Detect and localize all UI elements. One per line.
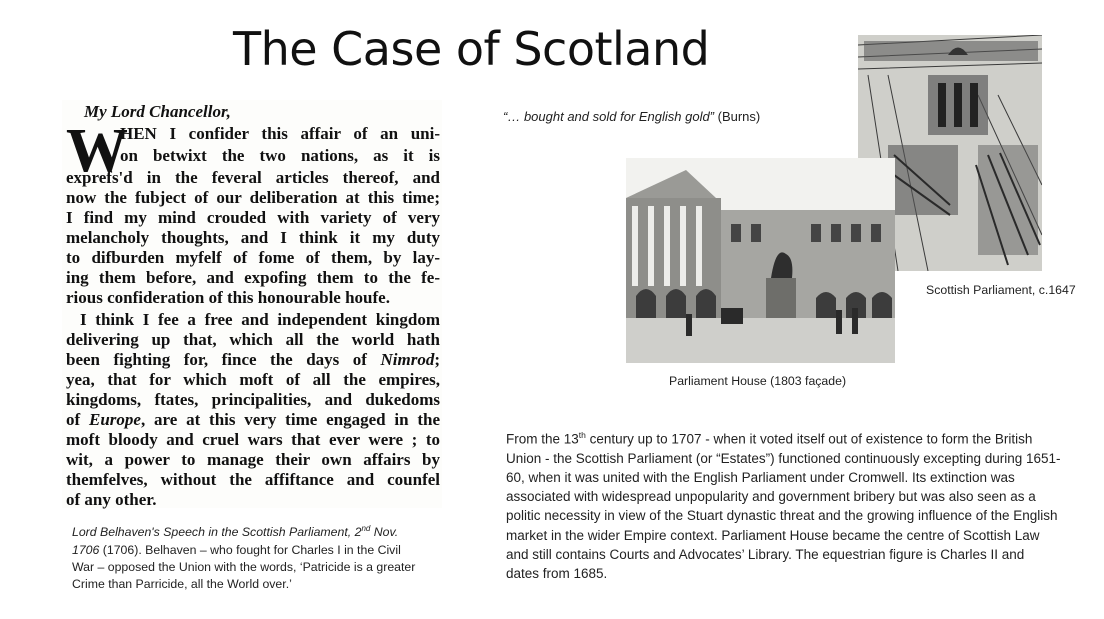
- speech-line: [66, 410, 440, 430]
- speech-caption-text: (1706). Belhaven – who fought for Charles I in the Civil War – opposed the Union with the words, ‘Patricide is a greater Crime than Parricide, all the World over.’: [72, 542, 416, 592]
- history-paragraph: From the 13th century up to 1707 - when it voted itself out of existence to form the British Union - the Scottish Parliament (or “Estates”) functioned continuously excepting during 1651-60, when it was united with the English Parliament under Cromwell. Its extinction was associated with widespread unpopularity and government bribery but was also seen as a politic necessity in view of the Stuart dynastic threat and the growing influence of the English market in the wider Empire context. Parliament House became the centre of Scottish Law and still contains Courts and Advocates’ Library. The equestrian figure is Charles II and dates from 1685.: [506, 430, 1061, 581]
- speech-line: wit, a power to manage their own affairs by: [66, 450, 440, 469]
- parliament-house-caption: Parliament House (1803 façade): [669, 374, 847, 388]
- speech-line: of any other.: [66, 490, 157, 509]
- speech-line: I think I fee a free and independent kingdom: [80, 310, 440, 329]
- speech-italic-word: Europe: [88, 410, 141, 429]
- speech-line: kingdoms, ftates, principalities, and dukedoms: [66, 390, 440, 409]
- speech-caption-title: Lord Belhaven's Speech in the Scottish Parliament, 2nd Nov. 1706: [72, 524, 399, 557]
- speech-fragment: of: [66, 410, 81, 429]
- speech-line: delivering up that, which all the world hath: [66, 330, 440, 349]
- speech-line: HEN I confider this affair of an uni-: [120, 124, 440, 143]
- speech-line: melancholy thoughts, and I think it my duty: [66, 228, 440, 247]
- speech-fragment: ;: [434, 350, 440, 369]
- speech-dropcap: W: [66, 117, 128, 185]
- speech-caption: [72, 520, 417, 594]
- parliament-1647-caption: Scottish Parliament, c.1647: [926, 283, 1076, 297]
- speech-line: [66, 350, 440, 370]
- burns-attribution: (Burns): [714, 109, 761, 124]
- speech-line: ing them before, and expofing them to the fe-: [66, 268, 440, 287]
- speech-salutation: My Lord Chancellor,: [84, 102, 231, 121]
- speech-fragment: , are at this very time engaged in the: [140, 410, 441, 429]
- speech-line: themfelves, without the affiftance and counfel: [66, 470, 440, 489]
- speech-line: I find my mind crouded with variety of very: [66, 208, 440, 227]
- speech-line: now the fubject of our deliberation at this time;: [66, 188, 440, 207]
- speech-line: to difburden myfelf of fome of them, by lay-: [66, 248, 440, 267]
- speech-fragment: been fighting for, fince the days of: [66, 350, 367, 369]
- parliament-house-engraving: [626, 158, 895, 363]
- speech-scan-image: [62, 100, 442, 508]
- speech-italic-word: Nimrod: [380, 350, 435, 369]
- speech-line: exprefs'd in the feveral articles thereof, and: [66, 168, 440, 187]
- speech-line: moft bloody and cruel wars that ever were ; to: [66, 430, 440, 449]
- burns-quote: [503, 109, 760, 124]
- speech-line: on betwixt the two nations, as it is: [120, 146, 440, 165]
- slide-title: The Case of Scotland: [233, 22, 710, 76]
- speech-line: rious confideration of this honourable houfe.: [66, 288, 390, 307]
- burns-quote-text: “… bought and sold for English gold”: [503, 109, 715, 124]
- speech-line: yea, that for which moft of all the empires,: [66, 370, 440, 389]
